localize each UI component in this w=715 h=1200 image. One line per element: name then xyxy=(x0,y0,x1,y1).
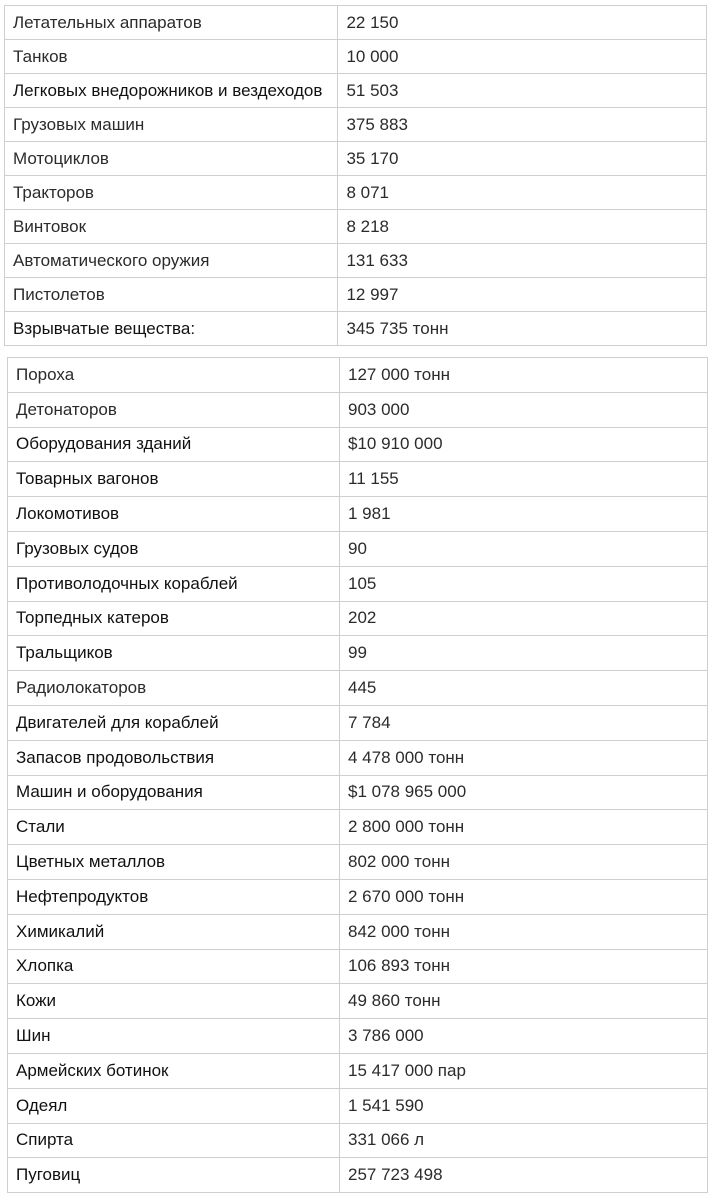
item-label: Тральщиков xyxy=(8,636,340,671)
item-label: Взрывчатые вещества: xyxy=(5,312,338,346)
item-value: 8 218 xyxy=(338,210,707,244)
item-label: Радиолокаторов xyxy=(8,671,340,706)
table-row xyxy=(8,1088,708,1123)
table-row xyxy=(8,1158,708,1193)
table-row xyxy=(8,427,708,462)
item-value: 375 883 xyxy=(338,108,707,142)
table-row xyxy=(5,244,707,278)
item-label: Пистолетов xyxy=(5,278,338,312)
table-row xyxy=(5,176,707,210)
item-value: 7 784 xyxy=(340,705,708,740)
item-value: 12 997 xyxy=(338,278,707,312)
table-row xyxy=(8,740,708,775)
table-row xyxy=(8,358,708,393)
item-label: Автоматического оружия xyxy=(5,244,338,278)
item-label: Локомотивов xyxy=(8,497,340,532)
table-row xyxy=(8,775,708,810)
item-value: 1 981 xyxy=(340,497,708,532)
item-value: 1 541 590 xyxy=(340,1088,708,1123)
table-row xyxy=(5,278,707,312)
item-value: 331 066 л xyxy=(340,1123,708,1158)
item-label: Одеял xyxy=(8,1088,340,1123)
item-value: 10 000 xyxy=(338,40,707,74)
item-label: Легковых внедорожников и вездеходов xyxy=(5,74,338,108)
item-label: Грузовых машин xyxy=(5,108,338,142)
item-label: Машин и оборудования xyxy=(8,775,340,810)
table-row xyxy=(5,74,707,108)
table-row xyxy=(8,566,708,601)
table-row xyxy=(8,1123,708,1158)
item-value: 15 417 000 пар xyxy=(340,1053,708,1088)
item-value: 131 633 xyxy=(338,244,707,278)
table-row xyxy=(5,210,707,244)
item-value: 90 xyxy=(340,531,708,566)
supplies-table-bottom xyxy=(7,357,708,1193)
item-label: Тракторов xyxy=(5,176,338,210)
item-value: $1 078 965 000 xyxy=(340,775,708,810)
table-row xyxy=(8,601,708,636)
item-label: Противолодочных кораблей xyxy=(8,566,340,601)
item-value: 202 xyxy=(340,601,708,636)
item-value: 445 xyxy=(340,671,708,706)
item-label: Пороха xyxy=(8,358,340,393)
item-value: 257 723 498 xyxy=(340,1158,708,1193)
item-label: Пуговиц xyxy=(8,1158,340,1193)
table-row xyxy=(5,108,707,142)
table-row xyxy=(8,1053,708,1088)
item-value: 903 000 xyxy=(340,392,708,427)
item-label: Цветных металлов xyxy=(8,845,340,880)
item-label: Грузовых судов xyxy=(8,531,340,566)
item-label: Винтовок xyxy=(5,210,338,244)
supplies-table-top xyxy=(4,5,707,346)
item-value: 105 xyxy=(340,566,708,601)
item-label: Спирта xyxy=(8,1123,340,1158)
table-row xyxy=(8,810,708,845)
item-label: Армейских ботинок xyxy=(8,1053,340,1088)
item-label: Мотоциклов xyxy=(5,142,338,176)
item-value: 51 503 xyxy=(338,74,707,108)
item-value: 4 478 000 тонн xyxy=(340,740,708,775)
item-label: Летательных аппаратов xyxy=(5,6,338,40)
item-value: 127 000 тонн xyxy=(340,358,708,393)
item-value: 22 150 xyxy=(338,6,707,40)
table-row xyxy=(8,462,708,497)
item-value: 35 170 xyxy=(338,142,707,176)
item-value: 8 071 xyxy=(338,176,707,210)
table-row xyxy=(8,392,708,427)
item-label: Стали xyxy=(8,810,340,845)
item-value: $10 910 000 xyxy=(340,427,708,462)
item-label: Товарных вагонов xyxy=(8,462,340,497)
item-label: Двигателей для кораблей xyxy=(8,705,340,740)
item-label: Танков xyxy=(5,40,338,74)
table-row xyxy=(5,312,707,346)
item-value: 11 155 xyxy=(340,462,708,497)
table-row xyxy=(8,949,708,984)
item-label: Нефтепродуктов xyxy=(8,879,340,914)
item-value: 842 000 тонн xyxy=(340,914,708,949)
item-label: Оборудования зданий xyxy=(8,427,340,462)
item-value: 345 735 тонн xyxy=(338,312,707,346)
table-row xyxy=(8,531,708,566)
item-label: Кожи xyxy=(8,984,340,1019)
table-row xyxy=(5,40,707,74)
table-row xyxy=(8,497,708,532)
item-value: 99 xyxy=(340,636,708,671)
item-label: Торпедных катеров xyxy=(8,601,340,636)
table-row xyxy=(5,142,707,176)
item-value: 49 860 тонн xyxy=(340,984,708,1019)
table-row xyxy=(8,845,708,880)
item-label: Химикалий xyxy=(8,914,340,949)
item-value: 2 800 000 тонн xyxy=(340,810,708,845)
table-row xyxy=(8,671,708,706)
item-label: Хлопка xyxy=(8,949,340,984)
table-row xyxy=(8,705,708,740)
table-row xyxy=(8,1019,708,1054)
table-row xyxy=(8,914,708,949)
item-label: Детонаторов xyxy=(8,392,340,427)
item-value: 802 000 тонн xyxy=(340,845,708,880)
item-label: Запасов продовольствия xyxy=(8,740,340,775)
item-value: 106 893 тонн xyxy=(340,949,708,984)
item-value: 2 670 000 тонн xyxy=(340,879,708,914)
item-value: 3 786 000 xyxy=(340,1019,708,1054)
table-row xyxy=(8,636,708,671)
item-label: Шин xyxy=(8,1019,340,1054)
table-row xyxy=(8,879,708,914)
table-row xyxy=(8,984,708,1019)
table-row xyxy=(5,6,707,40)
